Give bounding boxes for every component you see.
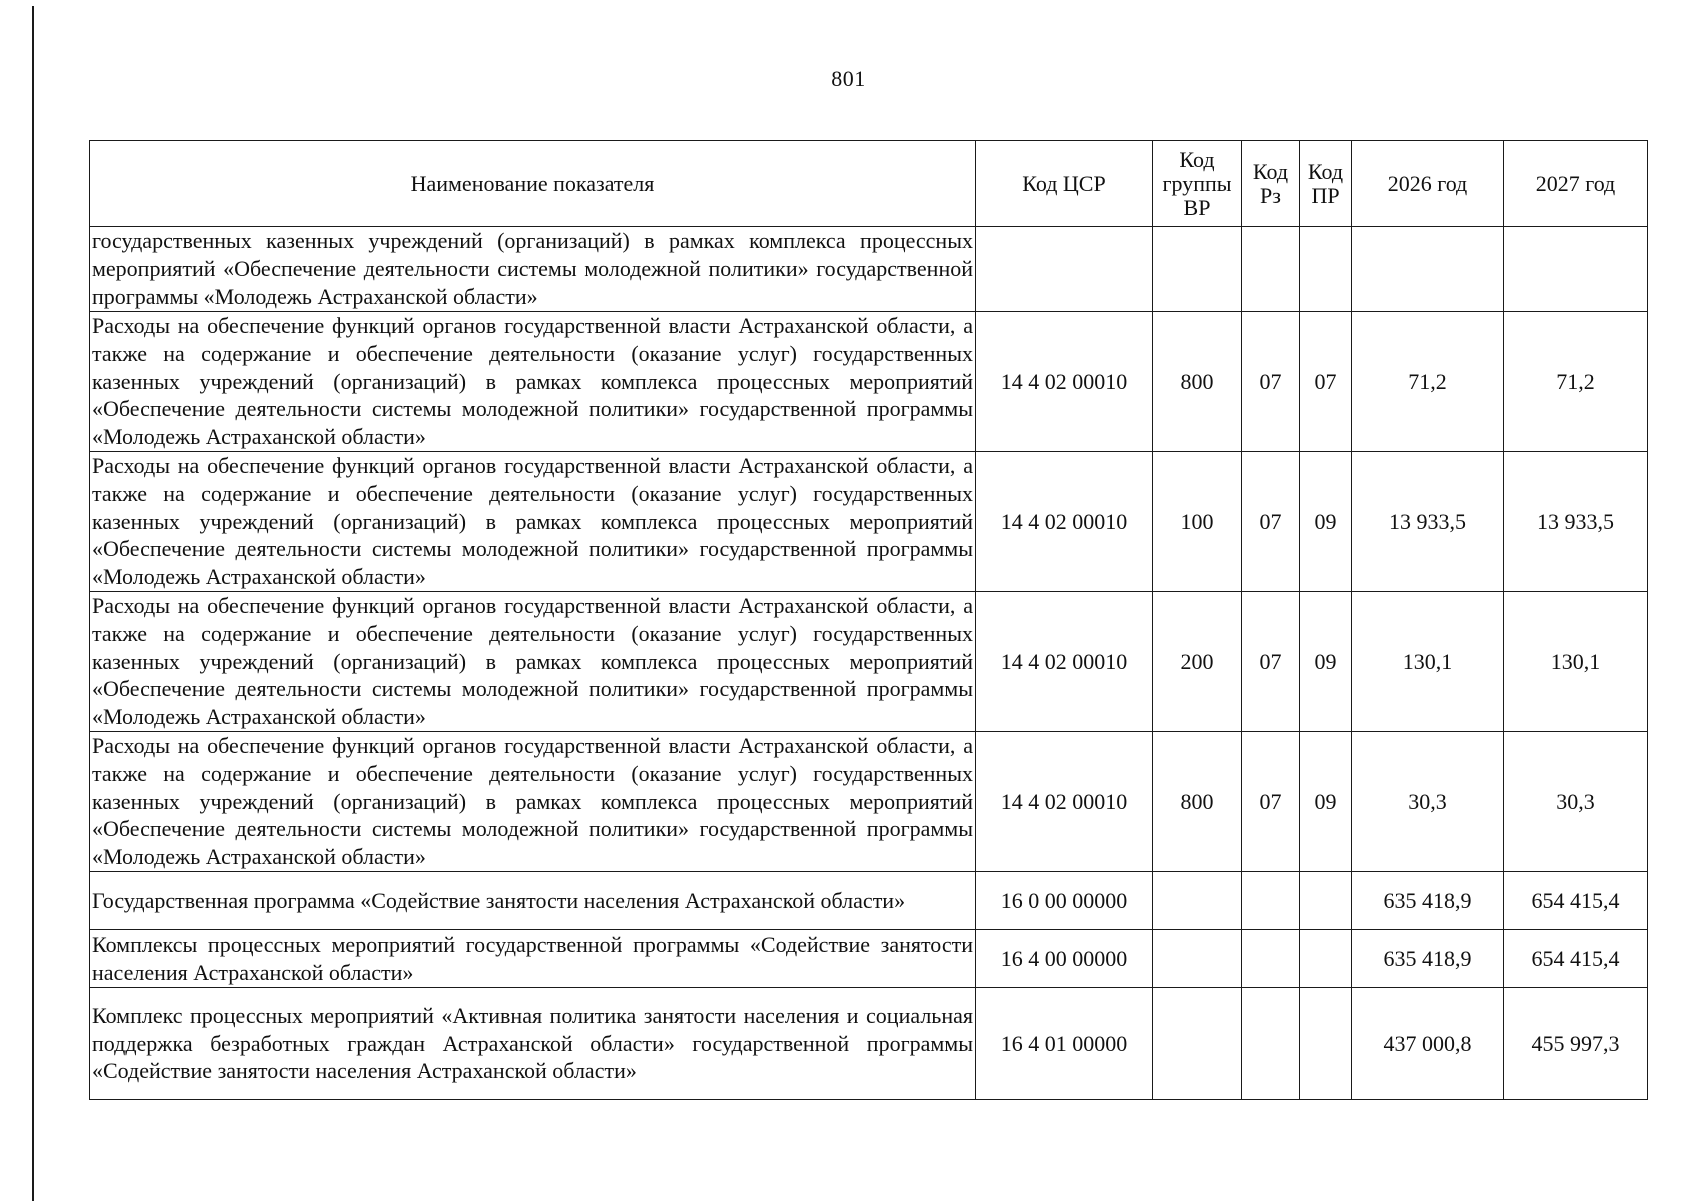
row-2027: 654 415,4 [1504, 930, 1648, 988]
row-2027: 13 933,5 [1504, 452, 1648, 592]
row-csr: 16 4 00 00000 [976, 930, 1153, 988]
row-vr: 800 [1153, 312, 1242, 452]
header-rz: Код Рз [1242, 141, 1300, 227]
row-rz: 07 [1242, 452, 1300, 592]
row-pr [1300, 988, 1352, 1100]
table-row [90, 930, 1648, 988]
row-vr: 200 [1153, 592, 1242, 732]
table-header-row [90, 141, 1648, 227]
row-2026: 130,1 [1352, 592, 1504, 732]
row-csr: 16 4 01 00000 [976, 988, 1153, 1100]
row-rz: 07 [1242, 732, 1300, 872]
row-2027: 130,1 [1504, 592, 1648, 732]
table-row [90, 592, 1648, 732]
table-row [90, 872, 1648, 930]
row-name: Государственная программа «Содействие занятости населения Астраханской области» [90, 872, 976, 930]
row-csr: 14 4 02 00010 [976, 452, 1153, 592]
row-2027: 455 997,3 [1504, 988, 1648, 1100]
row-name: Расходы на обеспечение функций органов государственной власти Астраханской области, а также на содержание и обеспечение деятельности (оказание услуг) государственных казенных учреждений (организаций) в рамках комплекса процессных мероприятий «Обеспечение деятельности системы молодежной политики» государственной программы «Молодежь Астраханской области» [90, 592, 976, 732]
table-row [90, 452, 1648, 592]
row-2026: 13 933,5 [1352, 452, 1504, 592]
row-2027: 654 415,4 [1504, 872, 1648, 930]
row-rz: 07 [1242, 312, 1300, 452]
row-rz [1242, 988, 1300, 1100]
table-row [90, 227, 1648, 312]
row-2027: 71,2 [1504, 312, 1648, 452]
row-vr: 800 [1153, 732, 1242, 872]
row-name: Расходы на обеспечение функций органов государственной власти Астраханской области, а также на содержание и обеспечение деятельности (оказание услуг) государственных казенных учреждений (организаций) в рамках комплекса процессных мероприятий «Обеспечение деятельности системы молодежной политики» государственной программы «Молодежь Астраханской области» [90, 452, 976, 592]
row-vr [1153, 930, 1242, 988]
row-vr: 100 [1153, 452, 1242, 592]
row-pr: 07 [1300, 312, 1352, 452]
row-2026: 71,2 [1352, 312, 1504, 452]
row-name: государственных казенных учреждений (организаций) в рамках комплекса процессных мероприятий «Обеспечение деятельности системы молодежной политики» государственной программы «Молодежь Астраханской области» [90, 227, 976, 312]
row-csr: 14 4 02 00010 [976, 732, 1153, 872]
row-name: Комплексы процессных мероприятий государственной программы «Содействие занятости населения Астраханской области» [90, 930, 976, 988]
row-vr [1153, 988, 1242, 1100]
row-vr [1153, 227, 1242, 312]
row-pr: 09 [1300, 452, 1352, 592]
header-csr: Код ЦСР [976, 141, 1153, 227]
table-row [90, 732, 1648, 872]
row-csr [976, 227, 1153, 312]
row-2027 [1504, 227, 1648, 312]
binding-margin-line [32, 6, 34, 1201]
header-vr: Код группы ВР [1153, 141, 1242, 227]
row-pr: 09 [1300, 592, 1352, 732]
row-2026 [1352, 227, 1504, 312]
row-vr [1153, 872, 1242, 930]
row-csr: 16 0 00 00000 [976, 872, 1153, 930]
header-name: Наименование показателя [90, 141, 976, 227]
table-row [90, 988, 1648, 1100]
row-name: Расходы на обеспечение функций органов государственной власти Астраханской области, а также на содержание и обеспечение деятельности (оказание услуг) государственных казенных учреждений (организаций) в рамках комплекса процессных мероприятий «Обеспечение деятельности системы молодежной политики» государственной программы «Молодежь Астраханской области» [90, 312, 976, 452]
table-row [90, 312, 1648, 452]
row-csr: 14 4 02 00010 [976, 312, 1153, 452]
row-pr [1300, 872, 1352, 930]
header-pr: Код ПР [1300, 141, 1352, 227]
row-2027: 30,3 [1504, 732, 1648, 872]
row-rz [1242, 872, 1300, 930]
row-2026: 635 418,9 [1352, 930, 1504, 988]
header-2026: 2026 год [1352, 141, 1504, 227]
row-2026: 635 418,9 [1352, 872, 1504, 930]
row-pr [1300, 227, 1352, 312]
row-pr [1300, 930, 1352, 988]
row-csr: 14 4 02 00010 [976, 592, 1153, 732]
row-2026: 30,3 [1352, 732, 1504, 872]
row-rz [1242, 227, 1300, 312]
page-number: 801 [831, 66, 866, 91]
row-rz: 07 [1242, 592, 1300, 732]
row-name: Комплекс процессных мероприятий «Активная политика занятости населения и социальная поддержка безработных граждан Астраханской области» государственной программы «Содействие занятости населения Астраханской области» [90, 988, 976, 1100]
row-pr: 09 [1300, 732, 1352, 872]
budget-table [89, 140, 1648, 1100]
row-rz [1242, 930, 1300, 988]
header-2027: 2027 год [1504, 141, 1648, 227]
row-name: Расходы на обеспечение функций органов государственной власти Астраханской области, а также на содержание и обеспечение деятельности (оказание услуг) государственных казенных учреждений (организаций) в рамках комплекса процессных мероприятий «Обеспечение деятельности системы молодежной политики» государственной программы «Молодежь Астраханской области» [90, 732, 976, 872]
row-2026: 437 000,8 [1352, 988, 1504, 1100]
